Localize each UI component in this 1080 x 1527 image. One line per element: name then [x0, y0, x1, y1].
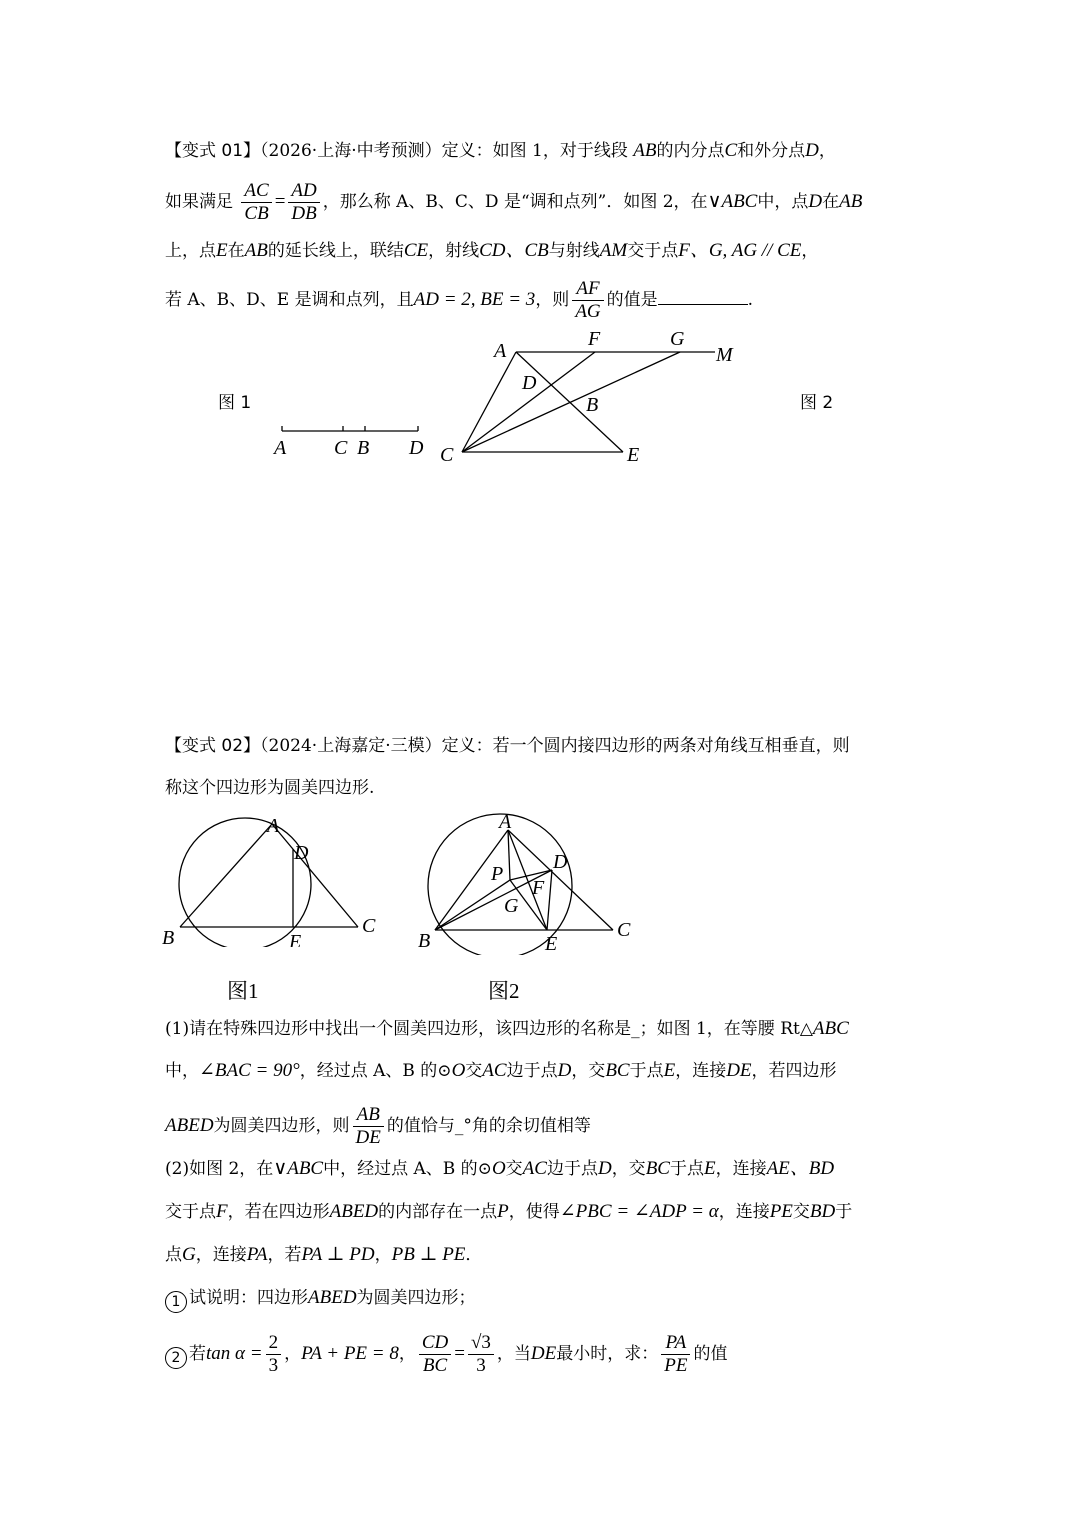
fig1-caption: 图 1 — [218, 393, 252, 413]
q2-line-2: 交于点F，若在四边形ABED的内部存在一点P，使得∠PBC = ∠ADP = α，连接PE交BD于 — [165, 1201, 853, 1222]
label-e: E — [289, 931, 302, 947]
label-m: M — [716, 344, 733, 366]
label-g: G — [504, 895, 519, 917]
label-e: E — [545, 933, 558, 955]
p2-source: （2024·上海嘉定·三模） — [260, 736, 442, 756]
label-d: D — [522, 372, 537, 394]
p1-line-3: 上，点E在AB的延长线上，联结CE，射线CD、CB与射线AM交于点F、G, AG // CE， — [165, 240, 819, 261]
label-g: G — [670, 328, 685, 350]
label-a: A — [274, 437, 287, 459]
fraction-sqrt3-3: $\frac{√3}{3}$ — [468, 1332, 494, 1377]
fig2-caption: 图 2 — [800, 393, 834, 413]
label-a: A — [499, 811, 512, 833]
segment-ac — [272, 824, 358, 927]
q2-line-3: 点G，连接PA，若PA ⊥ PD，PB ⊥ PE． — [165, 1244, 483, 1265]
circled-number-2: 2 — [165, 1347, 187, 1369]
label-d: D — [294, 842, 309, 864]
q1-line-1: (1)请在特殊四边形中找出一个圆美四边形，该四边形的名称是_；如图 1，在等腰 Rt△ABC — [165, 1018, 849, 1039]
ray-cf — [462, 352, 595, 452]
segment-pd — [510, 870, 552, 880]
circle-figure-1 — [160, 812, 390, 947]
fraction-ad-db: $\frac{AD}{DB}$ — [288, 180, 319, 225]
segment-de — [547, 870, 552, 930]
p1-line-2: 如果满足 $\frac{AC}{CB}$ = $\frac{AD}{DB}$ ，那么称 A、B、C、D 是“调和点列”．如图 2，在∨ABC中，点D在AB — [165, 180, 863, 224]
label-d: D — [553, 851, 568, 873]
p1-tag: 【变式 01】 — [165, 141, 261, 161]
segment-pb — [435, 880, 510, 930]
label-c: C — [440, 444, 454, 466]
segment-ab — [180, 824, 272, 927]
p1-source: （2026·上海·中考预测） — [260, 141, 442, 161]
label-b: B — [357, 437, 370, 459]
q1-line-2: 中，∠BAC = 90°，经过点 A、B 的⊙O交AC边于点D，交BC于点E，连接DE，若四边形 — [165, 1060, 837, 1081]
label-c: C — [362, 915, 376, 937]
fraction-ab-de: $\frac{AB}{DE}$ — [353, 1104, 384, 1149]
circle-figure-2 — [415, 810, 645, 955]
label-e: E — [627, 444, 640, 466]
label-a: A — [494, 340, 507, 362]
segment-pa — [508, 830, 510, 880]
p2-tag: 【变式 02】 — [165, 736, 261, 756]
label-c: C — [334, 437, 348, 459]
q2-line-1: (2)如图 2，在∨ABC中，经过点 A、B 的⊙O交AC边于点D，交BC于点E，连接AE、BD — [165, 1158, 835, 1179]
p2-line-2: 称这个四边形为圆美四边形. — [165, 778, 375, 798]
label-c: C — [617, 919, 631, 941]
segment-figure — [270, 418, 430, 463]
sub-question-1: 1 试说明：四边形ABED为圆美四边形； — [165, 1285, 476, 1313]
label-p: P — [491, 863, 504, 885]
label-d: D — [409, 437, 424, 459]
ray-cg — [462, 352, 680, 452]
triangle-figure — [430, 325, 760, 470]
segment-ac — [462, 352, 516, 452]
circle-fig1-caption: 图1 — [227, 979, 259, 1003]
fraction-cd-bc: $\frac{CD}{BC}$ — [419, 1332, 451, 1377]
p1-line-4: 若 A、B、D、E 是调和点列，且AD = 2, BE = 3，则 $\frac{AF}{AG}$ 的值是 . — [165, 278, 754, 322]
label-f: F — [532, 877, 545, 899]
answer-blank — [658, 286, 748, 305]
circle-o — [179, 818, 311, 947]
circled-number-1: 1 — [165, 1291, 187, 1313]
segment-ac — [508, 830, 613, 930]
label-b: B — [418, 930, 431, 952]
circle-fig2-caption: 图2 — [488, 979, 520, 1003]
label-a: A — [267, 815, 280, 837]
p2-line-1: 【变式 02】（2024·上海嘉定·三模）定义：若一个圆内接四边形的两条对角线互相垂直，则 — [165, 736, 850, 756]
p1-line-1: 【变式 01】（2026·上海·中考预测）定义：如图 1，对于线段 AB的内分点C和外分点D， — [165, 140, 836, 161]
label-b: B — [162, 927, 175, 947]
fraction-ac-cb: $\frac{AC}{CB}$ — [241, 180, 271, 225]
fraction-af-ag: $\frac{AF}{AG}$ — [572, 278, 603, 323]
label-f: F — [588, 328, 601, 350]
q1-line-3: ABED为圆美四边形，则 $\frac{AB}{DE}$ 的值恰与_°角的余切值相等 — [165, 1104, 591, 1148]
label-b: B — [586, 394, 599, 416]
sub-question-2: 2 若tan α = $\frac{2}{3}$ ，PA + PE = 8， $\frac{CD}{BC}$ = $\frac{√3}{3}$ ，当DE最小时，求： $\frac{PA}{PE}$ 的值 — [165, 1332, 727, 1377]
fraction-pa-pe: $\frac{PA}{PE}$ — [661, 1332, 690, 1377]
fraction-2-3: $\frac{2}{3}$ — [266, 1332, 282, 1377]
